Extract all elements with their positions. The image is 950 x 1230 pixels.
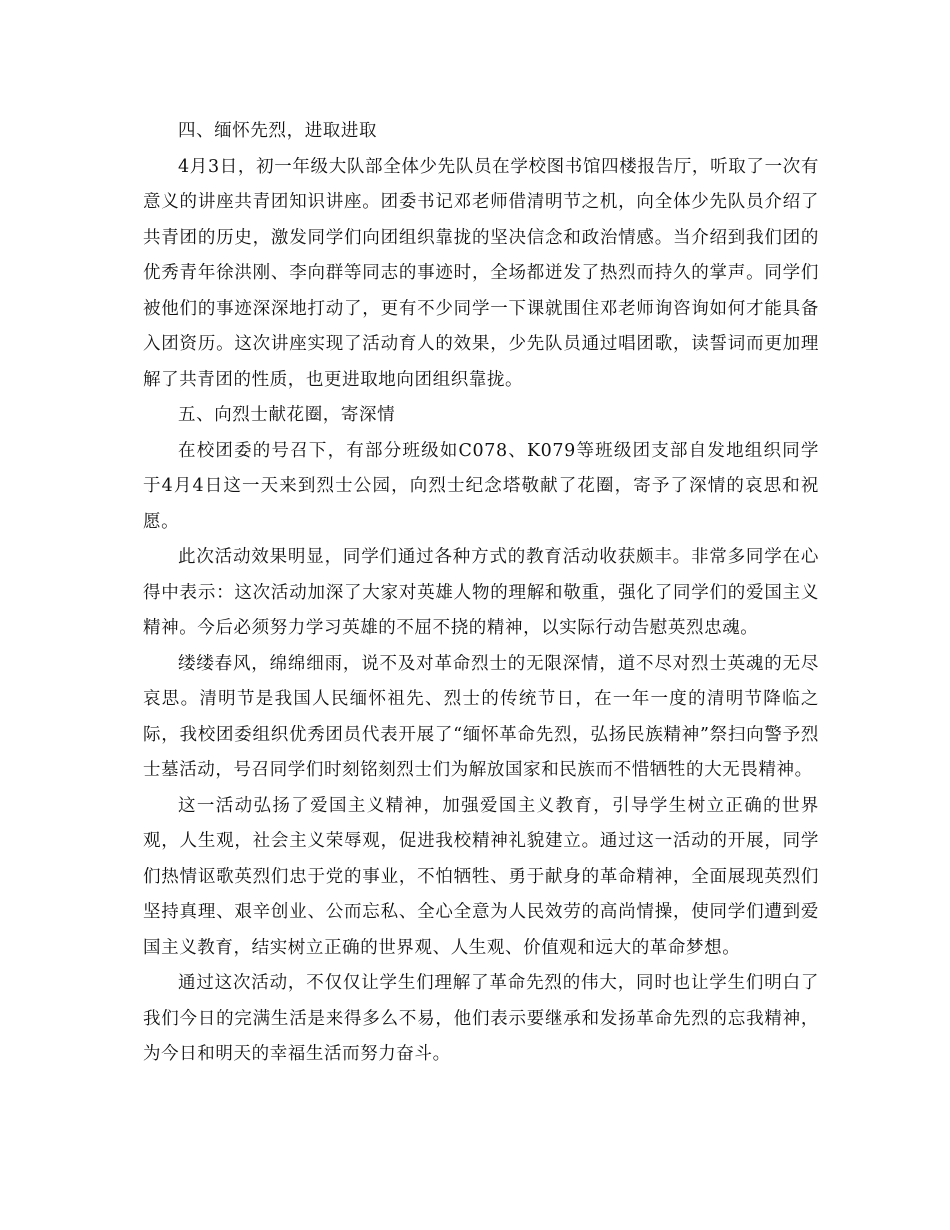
- paragraph-lecture: 4月3日，初一年级大队部全体少先队员在学校图书馆四楼报告厅，听取了一次有意义的讲座共青团知识讲座。团委书记邓老师借清明节之机，向全体少先队员介绍了共青团的历史，激发同学们向团组织靠拢的坚决信念和政治情感。当介绍到我们团的优秀青年徐洪刚、李向群等同志的事迹时，全场都迸发了热烈而持久的掌声。同学们被他们的事迹深深地打动了，更有不少同学一下课就围住邓老师询咨询如何才能具备入团资历。这次讲座实现了活动育人的效果，少先队员通过唱团歌，读誓词而更加理解了共青团的性质，也更进取地向团组织靠拢。: [143, 156, 819, 390]
- section-heading-5: 五、向烈士献花圈，寄深情: [178, 405, 396, 425]
- paragraph-patriotism: 这一活动弘扬了爱国主义精神，加强爱国主义教育，引导学生树立正确的世界观，人生观，社会主义荣辱观，促进我校精神礼貌建立。通过这一活动的开展，同学们热情讴歌英烈们忠于党的事业，不怕牺牲、勇于献身的革命精神，全面展现英烈们坚持真理、艰辛创业、公而忘私、全心全意为人民效劳的高尚情操，使同学们遭到爱国主义教育，结实树立正确的世界观、人生观、价值观和远大的革命梦想。: [143, 795, 819, 958]
- paragraph-wreath: 在校团委的号召下，有部分班级如C078、K079等班级团支部自发地组织同学于4月4日这一天来到烈士公园，向烈士纪念塔敬献了花圈，寄予了深情的哀思和祝愿。: [143, 440, 819, 532]
- paragraph-effect: 此次活动效果明显，同学们通过各种方式的教育活动收获颇丰。非常多同学在心得中表示：这次活动加深了大家对英雄人物的理解和敬重，强化了同学们的爱国主义精神。今后必须努力学习英雄的不屈不挠的精神，以实际行动告慰英烈忠魂。: [143, 547, 819, 638]
- section-heading-4: 四、缅怀先烈，进取进取: [178, 121, 378, 141]
- document-body: [143, 114, 819, 1073]
- paragraph-conclusion: 通过这次活动，不仅仅让学生们理解了革命先烈的伟大，同时也让学生们明白了我们今日的完满生活是来得多么不易，他们表示要继承和发扬革命先烈的忘我精神，为今日和明天的幸福生活而努力奋斗。: [143, 973, 819, 1064]
- paragraph-spring-breeze: 缕缕春风，绵绵细雨，说不及对革命烈士的无限深情，道不尽对烈士英魂的无尽哀思。清明节是我国人民缅怀祖先、烈士的传统节日，在一年一度的清明节降临之际，我校团委组织优秀团员代表开展了“缅怀革命先烈，弘扬民族精神”祭扫向警予烈士墓活动，号召同学们时刻铭刻烈士们为解放国家和民族而不惜牺牲的大无畏精神。: [143, 653, 819, 780]
